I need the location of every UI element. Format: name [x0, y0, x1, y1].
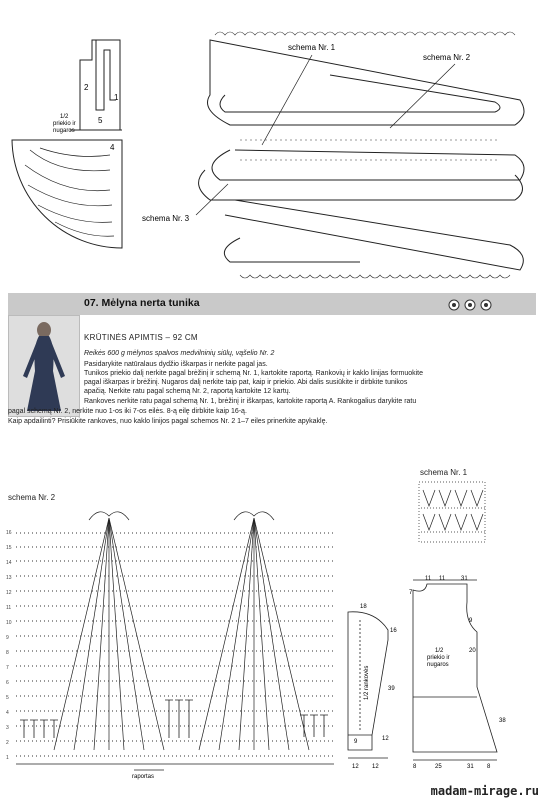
- label-num-4: 4: [110, 143, 115, 152]
- yarn-text: Reikės 600 g mėlynos spalvos medvilninių siūlų, vąšelio Nr. 2: [84, 350, 275, 357]
- row-number: 2: [6, 740, 9, 746]
- row-number: 14: [6, 560, 12, 566]
- schema1-label: schema Nr. 1: [420, 468, 468, 477]
- instruction-line-4: apačią. Nerkite ratu pagal schemą Nr. 2, raportą kartokite 12 kartų.: [84, 388, 291, 395]
- row-number: 6: [6, 680, 9, 686]
- schema-leader-lines: [196, 55, 455, 215]
- top-pattern-diagram: [0, 0, 543, 290]
- row-number: 8: [6, 650, 9, 656]
- body-top-11b: 11: [439, 576, 446, 582]
- raportas-label: raportas: [132, 774, 155, 780]
- article-title: 07. Mėlyna nerta tunika: [84, 297, 200, 309]
- chart-double-crochets: [20, 700, 328, 738]
- instruction-line-2: Tunikos priekio dalį nerkite pagal brėžinį ir schemą Nr. 1, kartokite raportą. Rankovių ir kaklo linijas formuokite: [84, 370, 423, 377]
- body-side-9: 9: [469, 618, 473, 624]
- fan-pattern-piece: [12, 40, 122, 248]
- sleeve-mid-num: 39: [388, 686, 395, 692]
- crochet-motif-loops: [199, 40, 524, 270]
- sleeve-side-num: 16: [390, 628, 397, 634]
- row-number: 15: [6, 545, 12, 551]
- instruction-line-1: Pasidarykite natūralaus dydžio iškarpas ir nerkite pagal jas.: [84, 361, 268, 368]
- model-photo: [8, 315, 80, 417]
- body-bottom-8b: 8: [487, 764, 491, 770]
- row-number: 4: [6, 710, 9, 716]
- body-side-20: 20: [469, 648, 476, 654]
- row-number: 13: [6, 575, 12, 581]
- schema2-label: schema Nr. 2: [8, 493, 56, 502]
- row-number: 9: [6, 635, 9, 641]
- body-bottom-25: 25: [435, 764, 442, 770]
- chart-base-row: [16, 764, 334, 770]
- row-number: 7: [6, 665, 9, 671]
- size-header: KRŪTINĖS APIMTIS – 92 CM: [84, 333, 198, 342]
- label-half-3: nugaros: [53, 128, 75, 134]
- crochet-chart-schema2: [14, 500, 339, 780]
- sleeve-low-num: 12: [382, 736, 389, 742]
- chain-rows: [16, 533, 334, 756]
- row-number: 5: [6, 695, 9, 701]
- row-number: 10: [6, 620, 12, 626]
- body-label-3: nugaros: [427, 662, 449, 668]
- crochet-chart-schema1: [413, 478, 493, 548]
- sleeve-schematic: [340, 600, 400, 780]
- chart-fan-right: [199, 512, 309, 750]
- instruction-line-7: Kaip apdailinti? Prisiūkite rankoves, nuo kaklo linijos pagal schemos Nr. 2 1–7 eiles prinerkite apykaklę.: [8, 418, 328, 425]
- label-num-1: 1: [114, 93, 119, 102]
- sleeve-top-num: 18: [360, 604, 367, 610]
- instruction-line-6: pagal schemą Nr. 2, nerkite nuo 1-os iki 7-os eilės. 8-ą eilę dirbkite kaip 16-ą.: [8, 408, 247, 415]
- schema-label-3: schema Nr. 3: [142, 214, 190, 223]
- body-bottom-8: 8: [413, 764, 417, 770]
- chart-fan-left: [54, 512, 164, 750]
- sleeve-bottom-left: 12: [352, 764, 359, 770]
- schema-label-2: schema Nr. 2: [423, 53, 471, 62]
- body-label-1: 1/2: [435, 648, 444, 654]
- label-half-1: 1/2: [60, 114, 69, 120]
- row-number: 16: [6, 530, 12, 536]
- row-number: 12: [6, 590, 12, 596]
- row-number: 3: [6, 725, 9, 731]
- model-silhouette-icon: [9, 316, 79, 416]
- instruction-line-5: Rankoves nerkite ratu pagal schemą Nr. 1, brėžinį ir iškarpas, kartokite raportą A. Rankogalius darykite ratu: [84, 398, 417, 405]
- label-half-2: priekio ir: [53, 121, 76, 127]
- sleeve-num-9: 9: [354, 739, 358, 745]
- body-side-38: 38: [499, 718, 506, 724]
- row-number: 1: [6, 755, 9, 761]
- schema-label-1: schema Nr. 1: [288, 43, 336, 52]
- body-top-31: 31: [461, 576, 468, 582]
- difficulty-icons: [448, 298, 496, 312]
- label-num-2: 2: [84, 83, 89, 92]
- label-num-5: 5: [98, 116, 103, 125]
- sleeve-mark: 1/2 rankovės: [364, 665, 370, 700]
- instruction-line-3: pagal iškarpas ir brėžinį. Nugaros dalį nerkite taip pat, kaip ir priekio. Abi dalis susiūkite ir dirbkite tunikos: [84, 379, 408, 386]
- body-top-7: 7: [409, 590, 413, 596]
- site-watermark: madam-mirage.ru: [430, 784, 539, 798]
- body-schematic: [405, 572, 515, 780]
- row-number: 11: [6, 605, 12, 611]
- body-bottom-31: 31: [467, 764, 474, 770]
- body-top-11a: 11: [425, 576, 432, 582]
- sleeve-bottom-right: 12: [372, 764, 379, 770]
- body-label-2: priekio ir: [427, 655, 450, 661]
